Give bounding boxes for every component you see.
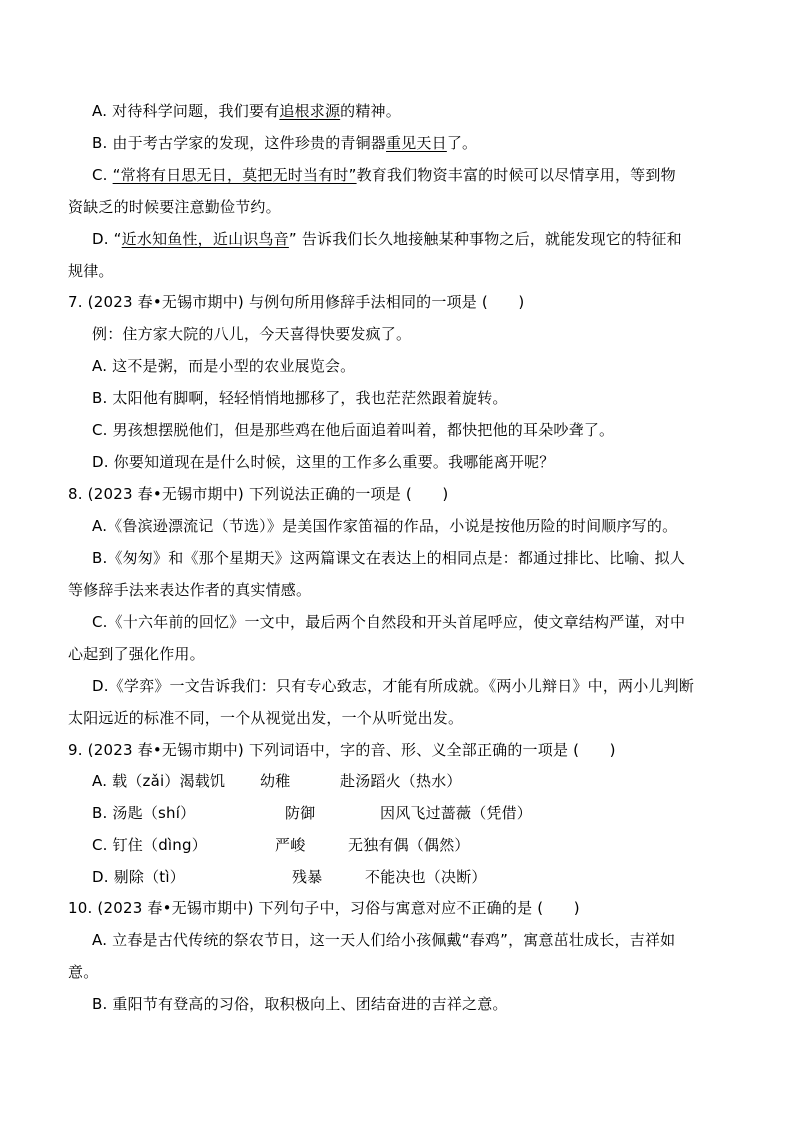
q9-b-word2: 防御	[285, 804, 316, 822]
q10-option-b: B. 重阳节有登高的习俗，取积极向上、团结奋进的吉祥之意。	[92, 995, 508, 1013]
q8-option-c: C.《十六年前的回忆》一文中，最后两个自然段和开头首尾呼应，使文章结构严谨，对中	[92, 613, 686, 631]
q7-option-b: B. 太阳他有脚啊，轻轻悄悄地挪移了，我也茫茫然跟着旋转。	[92, 389, 508, 407]
q9-c-word1: C. 钉住（dìng）	[92, 836, 207, 854]
q6-b-underlined: 重见天日	[386, 134, 447, 152]
q10-option-a: A. 立春是古代传统的祭农节日，这一天人们给小孩佩戴“春鸡”，寓意茁壮成长，吉祥如	[92, 931, 676, 949]
q6-option-b	[92, 133, 477, 153]
q6-c-pre: C.	[92, 166, 113, 184]
q9-a-word1: A. 载（zǎi）渴载饥	[92, 772, 226, 790]
q7-example: 例：住方家大院的八儿，今天喜得快要发疯了。	[92, 325, 412, 343]
q9-b-word3: 因风飞过蔷薇（凭借）	[380, 804, 533, 822]
q9-d-word1: D. 剔除（tì）	[92, 868, 185, 886]
q8-option-b: B.《匆匆》和《那个星期天》这两篇课文在表达上的相同点是：都通过排比、比喻、拟人	[92, 549, 686, 567]
q9-d-word2: 残暴	[292, 868, 323, 886]
q9-b-word1: B. 汤匙（shí）	[92, 804, 196, 822]
q6-b-pre: B. 由于考古学家的发现，这件珍贵的青铜器	[92, 134, 387, 152]
q7-option-a: A. 这不是粥，而是小型的农业展览会。	[92, 357, 356, 375]
q9-a-word3: 赴汤蹈火（热水）	[340, 772, 462, 790]
q6-option-d-cont: 规律。	[68, 262, 114, 280]
q8-option-d-cont: 太阳远近的标准不同，一个从视觉出发，一个从听觉出发。	[68, 709, 464, 727]
q6-d-pre: D. “	[92, 230, 122, 248]
q6-option-c	[92, 165, 676, 185]
q9-a-word2: 幼稚	[260, 772, 291, 790]
q6-d-post: ” 告诉我们长久地接触某种事物之后，就能发现它的特征和	[288, 230, 682, 248]
q8-option-a: A.《鲁滨逊漂流记（节选）》是美国作家笛福的作品，小说是按他历险的时间顺序写的。	[92, 517, 678, 535]
q7-option-c: C. 男孩想摆脱他们，但是那些鸡在他后面追着叫着，都快把他的耳朵吵聋了。	[92, 421, 615, 439]
q8-option-c-cont: 心起到了强化作用。	[68, 645, 205, 663]
q6-c-underlined: “常将有日思无日，莫把无时当有时”	[112, 166, 357, 184]
q6-d-underlined: 近水知鱼性，近山识鸟音	[121, 230, 289, 248]
q7-stem: 7. (2023 春•无锡市期中) 与例句所用修辞手法相同的一项是 ( )	[68, 293, 525, 311]
q9-d-word3: 不能决也（决断）	[365, 868, 487, 886]
q9-c-word3: 无独有偶（偶然）	[348, 836, 470, 854]
q6-c-post: 教育我们物资丰富的时候可以尽情享用，等到物	[356, 166, 676, 184]
q6-option-c-cont: 资缺乏的时候要注意勤俭节约。	[68, 198, 281, 216]
q6-b-post: 了。	[446, 134, 478, 152]
q8-option-b-cont: 等修辞手法来表达作者的真实情感。	[68, 581, 312, 599]
q8-option-d: D.《学弈》一文告诉我们：只有专心致志，才能有所成就。《两小儿辩日》中，两小儿判断	[92, 677, 695, 695]
q9-c-word2: 严峻	[275, 836, 306, 854]
q9-stem: 9. (2023 春•无锡市期中) 下列词语中，字的音、形、义全部正确的一项是 ( )	[68, 741, 616, 759]
q6-a-post: 的精神。	[340, 102, 401, 120]
q6-option-d	[92, 229, 682, 249]
q6-option-a	[92, 101, 401, 121]
q7-option-d: D. 你要知道现在是什么时候，这里的工作多么重要。我哪能离开呢？	[92, 453, 555, 471]
q10-option-a-cont: 意。	[68, 963, 99, 981]
q10-stem: 10. (2023 春•无锡市期中) 下列句子中，习俗与寓意对应不正确的是 ( )	[68, 899, 580, 917]
q8-stem: 8. (2023 春•无锡市期中) 下列说法正确的一项是 ( )	[68, 485, 449, 503]
q6-a-underlined: 追根求源	[279, 102, 341, 120]
q6-a-pre: A. 对待科学问题，我们要有	[92, 102, 280, 120]
